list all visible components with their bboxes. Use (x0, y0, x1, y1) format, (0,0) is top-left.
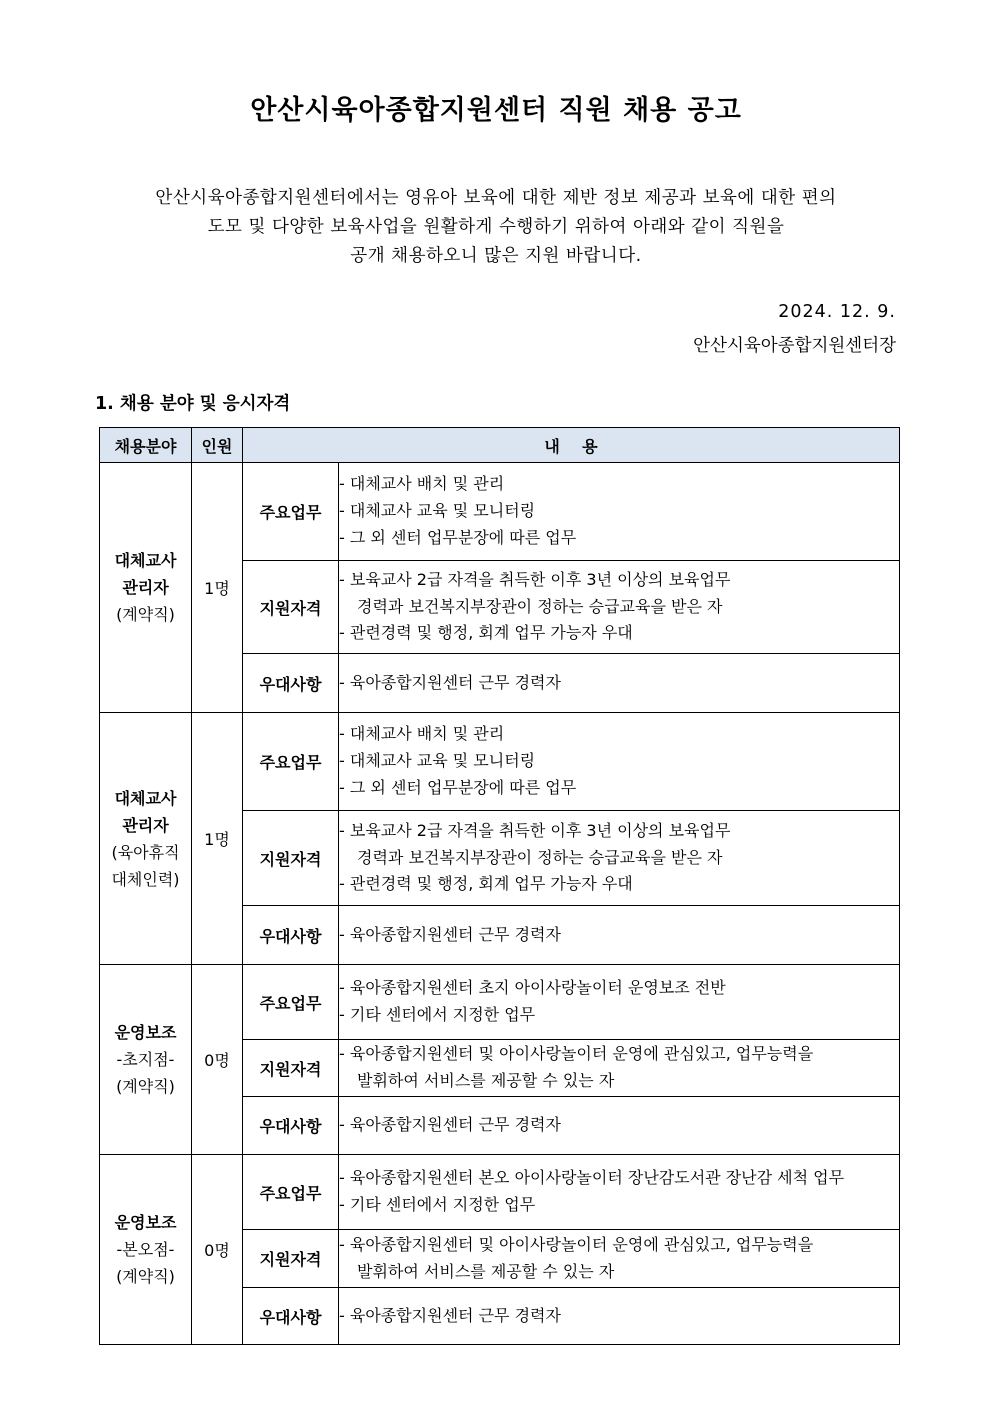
row-content (339, 1040, 900, 1097)
row-label: 주요업무 (243, 1155, 339, 1230)
header-count: 인원 (192, 428, 243, 463)
row-label: 주요업무 (243, 713, 339, 811)
row-label: 주요업무 (243, 965, 339, 1040)
content-line: - 육아종합지원센터 근무 경력자 (339, 1115, 561, 1135)
content-line: - 육아종합지원센터 및 아이사랑놀이터 운영에 관심있고, 업무능력을 (339, 1234, 814, 1254)
table-body (100, 463, 900, 1345)
headcount-cell: 0명 (192, 965, 243, 1155)
header-category: 채용분야 (100, 428, 192, 463)
category-type: (계약직) (116, 1077, 175, 1096)
content-line: - 기타 센터에서 지정한 업무 (339, 1195, 536, 1214)
category-type: -본오점- (116, 1240, 175, 1259)
content-line: - 대체교사 배치 및 관리 (339, 724, 505, 744)
row-label: 우대사항 (243, 654, 339, 713)
table-row (100, 965, 900, 1040)
content-line: - 육아종합지원센터 근무 경력자 (339, 1305, 561, 1325)
content-line: - 대체교사 교육 및 모니터링 (339, 751, 536, 771)
intro-line: 공개 채용하오니 많은 지원 바랍니다. (350, 246, 642, 266)
row-content (339, 1097, 900, 1155)
page-title: 안산시육아종합지원센터 직원 채용 공고 (250, 95, 742, 126)
content-line: 경력과 보건복지부장관이 정하는 승급교육을 받은 자 (357, 596, 723, 616)
row-content (339, 906, 900, 965)
category-type: (계약직) (116, 1267, 175, 1286)
headcount-cell: 1명 (192, 463, 243, 713)
category-title: 관리자 (122, 578, 169, 597)
content-line: - 관련경력 및 행정, 회계 업무 가능자 우대 (339, 623, 633, 643)
content-line: - 보육교사 2급 자격을 취득한 이후 3년 이상의 보육업무 (339, 820, 731, 840)
headcount-cell: 0명 (192, 1155, 243, 1345)
category-title: 대체교사 (114, 551, 177, 570)
content-line: - 육아종합지원센터 및 아이사랑놀이터 운영에 관심있고, 업무능력을 (339, 1044, 814, 1064)
table-header-row (100, 428, 900, 463)
content-line: - 육아종합지원센터 근무 경력자 (339, 924, 561, 944)
row-label: 우대사항 (243, 1097, 339, 1155)
category-type: (육아휴직 (111, 842, 180, 862)
section-title: 1. 채용 분야 및 응시자격 (95, 394, 291, 414)
row-label: 지원자격 (243, 1230, 339, 1288)
content-line: 발휘하여 서비스를 제공할 수 있는 자 (357, 1071, 615, 1090)
category-title: 운영보조 (114, 1213, 177, 1232)
recruitment-table (99, 427, 900, 1345)
content-line: - 대체교사 배치 및 관리 (339, 474, 505, 494)
category-title: 운영보조 (114, 1023, 177, 1042)
table-row (100, 713, 900, 811)
category-cell (100, 713, 192, 965)
content-line: 경력과 보건복지부장관이 정하는 승급교육을 받은 자 (357, 847, 723, 867)
content-line: - 육아종합지원센터 본오 아이사랑놀이터 장난감도서관 장난감 세척 업무 (339, 1168, 845, 1188)
category-title: 관리자 (122, 815, 169, 835)
category-type: (계약직) (116, 605, 175, 624)
intro-paragraph (0, 184, 992, 271)
row-label: 지원자격 (243, 811, 339, 906)
headcount-cell: 1명 (192, 713, 243, 965)
row-label: 우대사항 (243, 906, 339, 965)
content-line: - 육아종합지원센터 근무 경력자 (339, 672, 561, 692)
row-content (339, 654, 900, 713)
issuer-name: 안산시육아종합지원센터장 (693, 336, 896, 356)
row-content (339, 561, 900, 654)
row-content (339, 713, 900, 811)
header-content: 내 용 (243, 428, 900, 463)
row-content (339, 463, 900, 561)
content-line: 발휘하여 서비스를 제공할 수 있는 자 (357, 1261, 615, 1281)
content-line: - 기타 센터에서 지정한 업무 (339, 1005, 536, 1024)
row-content (339, 965, 900, 1040)
content-line: - 대체교사 교육 및 모니터링 (339, 501, 536, 521)
row-content (339, 1155, 900, 1230)
table-row (100, 1155, 900, 1230)
content-line: - 그 외 센터 업무분장에 따른 업무 (339, 777, 577, 797)
row-content (339, 811, 900, 906)
row-label: 우대사항 (243, 1288, 339, 1345)
content-line: - 그 외 센터 업무분장에 따른 업무 (339, 527, 577, 547)
intro-line: 안산시육아종합지원센터에서는 영유아 보육에 대한 제반 정보 제공과 보육에 대한 편의 (155, 188, 837, 208)
content-line: - 관련경력 및 행정, 회계 업무 가능자 우대 (339, 874, 633, 894)
category-type: 대체인력) (111, 869, 180, 889)
intro-line: 도모 및 다양한 보육사업을 원활하게 수행하기 위하여 아래와 같이 직원을 (207, 217, 785, 237)
row-label: 지원자격 (243, 1040, 339, 1097)
row-label: 지원자격 (243, 561, 339, 654)
category-cell (100, 965, 192, 1155)
announcement-date: 2024. 12. 9. (778, 302, 896, 322)
content-line: - 보육교사 2급 자격을 취득한 이후 3년 이상의 보육업무 (339, 569, 731, 589)
category-cell (100, 463, 192, 713)
category-type: -초지점- (116, 1050, 175, 1069)
row-content (339, 1288, 900, 1345)
table-row (100, 463, 900, 561)
row-label: 주요업무 (243, 463, 339, 561)
row-content (339, 1230, 900, 1288)
category-title: 대체교사 (114, 788, 177, 808)
category-cell (100, 1155, 192, 1345)
content-line: - 육아종합지원센터 초지 아이사랑놀이터 운영보조 전반 (339, 978, 726, 998)
